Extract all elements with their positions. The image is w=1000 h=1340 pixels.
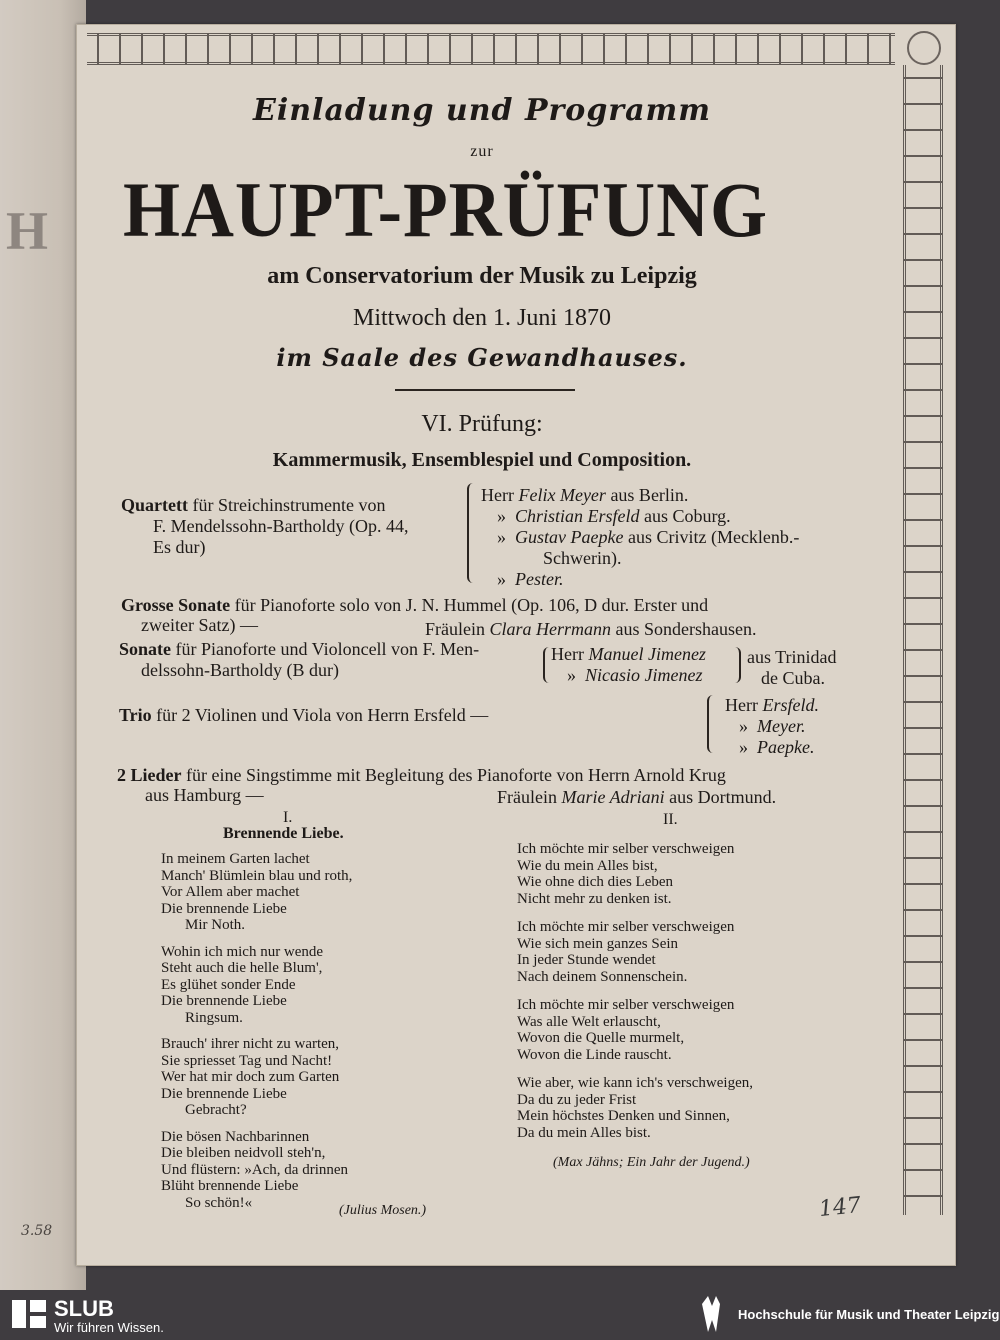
venue-line: am Conservatorium der Musik zu Leipzig xyxy=(267,263,697,289)
poem2-line: Was alle Welt erlauscht, xyxy=(517,1013,661,1030)
date-line: Mittwoch den 1. Juni 1870 xyxy=(353,305,611,331)
sonate2-line2: delssohn-Bartholdy (B dur) xyxy=(141,660,339,680)
section-heading: VI. Prüfung: xyxy=(421,411,543,437)
quartett-performer-3: » Gustav Paepke aus Crivitz (Mecklenb.- xyxy=(497,527,800,547)
quartett-brace xyxy=(467,483,477,583)
quartett-performer-4: » Pester. xyxy=(497,569,564,589)
sonate2-line1: Sonate für Pianoforte und Violoncell von F. Men- xyxy=(119,639,480,659)
poem2-line: Da du zu jeder Frist xyxy=(517,1091,637,1108)
poem2-line: Wovon die Linde rauscht. xyxy=(517,1046,672,1063)
poem1-line: In meinem Garten lachet xyxy=(161,851,310,867)
poem1-line: Steht auch die helle Blum', xyxy=(161,960,323,976)
sonate1-line1: Grosse Sonate für Pianoforte solo von J. N. Hummel (Op. 106, D dur. Erster und xyxy=(121,595,709,615)
poem2-line: Wie ohne dich dies Leben xyxy=(517,874,674,890)
section-subheading: Kammermusik, Ensemblespiel und Composition. xyxy=(272,449,692,471)
poem1-author: (Julius Mosen.) xyxy=(339,1203,427,1218)
poem2-line: Wie du mein Alles bist, xyxy=(517,857,658,874)
previous-page-edge xyxy=(0,0,86,1290)
poem1-line: Mir Noth. xyxy=(185,917,245,933)
poem2-author: (Max Jähns; Ein Jahr der Jugend.) xyxy=(553,1155,750,1170)
poem2-body xyxy=(517,841,753,1141)
poem1-line: Ringsum. xyxy=(185,1009,243,1026)
corner-shelfmark: 3.58 xyxy=(21,1223,53,1239)
footer-bar xyxy=(0,1290,1000,1340)
zur-label: zur xyxy=(470,143,494,160)
poem1-line: Die bösen Nachbarinnen xyxy=(161,1128,310,1145)
poem1-title: Brennende Liebe. xyxy=(223,825,344,842)
lieder-line1: 2 Lieder für eine Singstimme mit Begleitung des Pianoforte von Herrn Arnold Krug xyxy=(117,765,726,785)
slub-tagline: Wir führen Wissen. xyxy=(54,1320,164,1335)
poem1-number: I. xyxy=(283,809,293,826)
poem1-body xyxy=(161,851,352,1211)
poem1-line: Die brennende Liebe xyxy=(161,1085,287,1102)
quartett-performer-2: » Christian Ersfeld aus Coburg. xyxy=(497,506,731,526)
trio-performer-1: Herr Ersfeld. xyxy=(725,695,819,715)
poem2-line: In jeder Stunde wendet xyxy=(517,952,656,968)
poem2-line: Wovon die Quelle murmelt, xyxy=(517,1030,685,1046)
poem1-line: Gebracht? xyxy=(185,1102,247,1118)
poem1-line: Blüht brennende Liebe xyxy=(161,1178,299,1194)
hall-line: im Saale des Gewandhauses. xyxy=(276,343,688,372)
trio-line: Trio für 2 Violinen und Viola von Herrn Ersfeld — xyxy=(119,705,489,725)
quartett-performer-1: Herr Felix Meyer aus Berlin. xyxy=(481,485,689,505)
poem2-line: Ich möchte mir selber verschweigen xyxy=(517,841,735,857)
poem1-line: Es glühet sonder Ende xyxy=(161,976,296,993)
poem1-line: Sie spriesset Tag und Nacht! xyxy=(161,1052,333,1069)
poem1-line: Vor Allem aber machet xyxy=(161,884,300,900)
trio-performer-2: » Meyer. xyxy=(739,716,806,736)
sonate2-performer-2: » Nicasio Jimenez xyxy=(567,665,703,685)
lieder-line2: aus Hamburg — xyxy=(145,785,264,805)
sonate2-origin-1: aus Trinidad xyxy=(747,647,837,667)
previous-page-letter: H xyxy=(6,201,49,261)
trio-performer-3: » Paepke. xyxy=(739,737,815,757)
poem1-line: Die bleiben neidvoll steh'n, xyxy=(161,1145,326,1161)
slub-logo-icon xyxy=(12,1300,46,1328)
poem1-line: Wohin ich mich nur wende xyxy=(161,943,324,960)
quartett-performer-3-cont: Schwerin). xyxy=(543,548,622,568)
poem2-line: Nicht mehr zu denken ist. xyxy=(517,890,672,907)
sonate2-brace-left xyxy=(543,647,551,683)
poem2-number: II. xyxy=(663,811,678,828)
corner-ornament xyxy=(907,31,941,65)
lieder-performer: Fräulein Marie Adriani aus Dortmund. xyxy=(497,787,777,807)
poem1-line: So schön!« xyxy=(185,1194,253,1211)
sonate1-performer: Fräulein Clara Herrmann aus Sondershausen. xyxy=(425,619,757,639)
quartett-line1: Quartett für Streichinstrumente von xyxy=(121,495,386,515)
poem2-line: Wie sich mein ganzes Sein xyxy=(517,935,679,952)
poem1-line: Die brennende Liebe xyxy=(161,993,287,1009)
quartett-line2: F. Mendelssohn-Bartholdy (Op. 44, xyxy=(153,516,409,536)
poem2-line: Da du mein Alles bist. xyxy=(517,1124,651,1141)
ornamental-border-right xyxy=(903,65,943,1215)
sonate1-line2: zweiter Satz) — xyxy=(141,615,258,635)
poem2-line: Nach deinem Sonnenschein. xyxy=(517,968,688,985)
program-sheet xyxy=(21,24,956,1266)
ornamental-border-top xyxy=(87,33,895,65)
poem1-line: Die brennende Liebe xyxy=(161,900,287,917)
institution-name: Hochschule für Musik und Theater Leipzig xyxy=(738,1307,1000,1322)
poem2-line: Ich möchte mir selber verschweigen xyxy=(517,919,735,935)
sonate2-origin-2: de Cuba. xyxy=(761,668,825,688)
poem1-line: Brauch' ihrer nicht zu warten, xyxy=(161,1036,340,1052)
poem1-line: Wer hat mir doch zum Garten xyxy=(161,1069,340,1085)
sonate2-performer-1: Herr Manuel Jimenez xyxy=(551,644,706,664)
page-title: HAUPT-PRÜFUNG xyxy=(123,166,768,253)
handwritten-page-number: 147 xyxy=(817,1192,863,1223)
hmt-logo-icon xyxy=(698,1294,726,1334)
poem1-line: Manch' Blümlein blau und roth, xyxy=(161,867,353,884)
sonate2-brace-right xyxy=(733,647,741,683)
quartett-line3: Es dur) xyxy=(153,537,206,557)
trio-brace xyxy=(707,695,717,753)
invitation-heading: Einladung und Programm xyxy=(252,93,712,128)
poem2-line: Ich möchte mir selber verschweigen xyxy=(517,997,735,1013)
poem1-line: Und flüstern: »Ach, da drinnen xyxy=(161,1161,349,1178)
slub-name: SLUB xyxy=(54,1296,114,1321)
poem2-line: Wie aber, wie kann ich's verschweigen, xyxy=(517,1075,753,1091)
poem2-line: Mein höchstes Denken und Sinnen, xyxy=(517,1108,730,1124)
ornamental-divider xyxy=(395,389,575,391)
